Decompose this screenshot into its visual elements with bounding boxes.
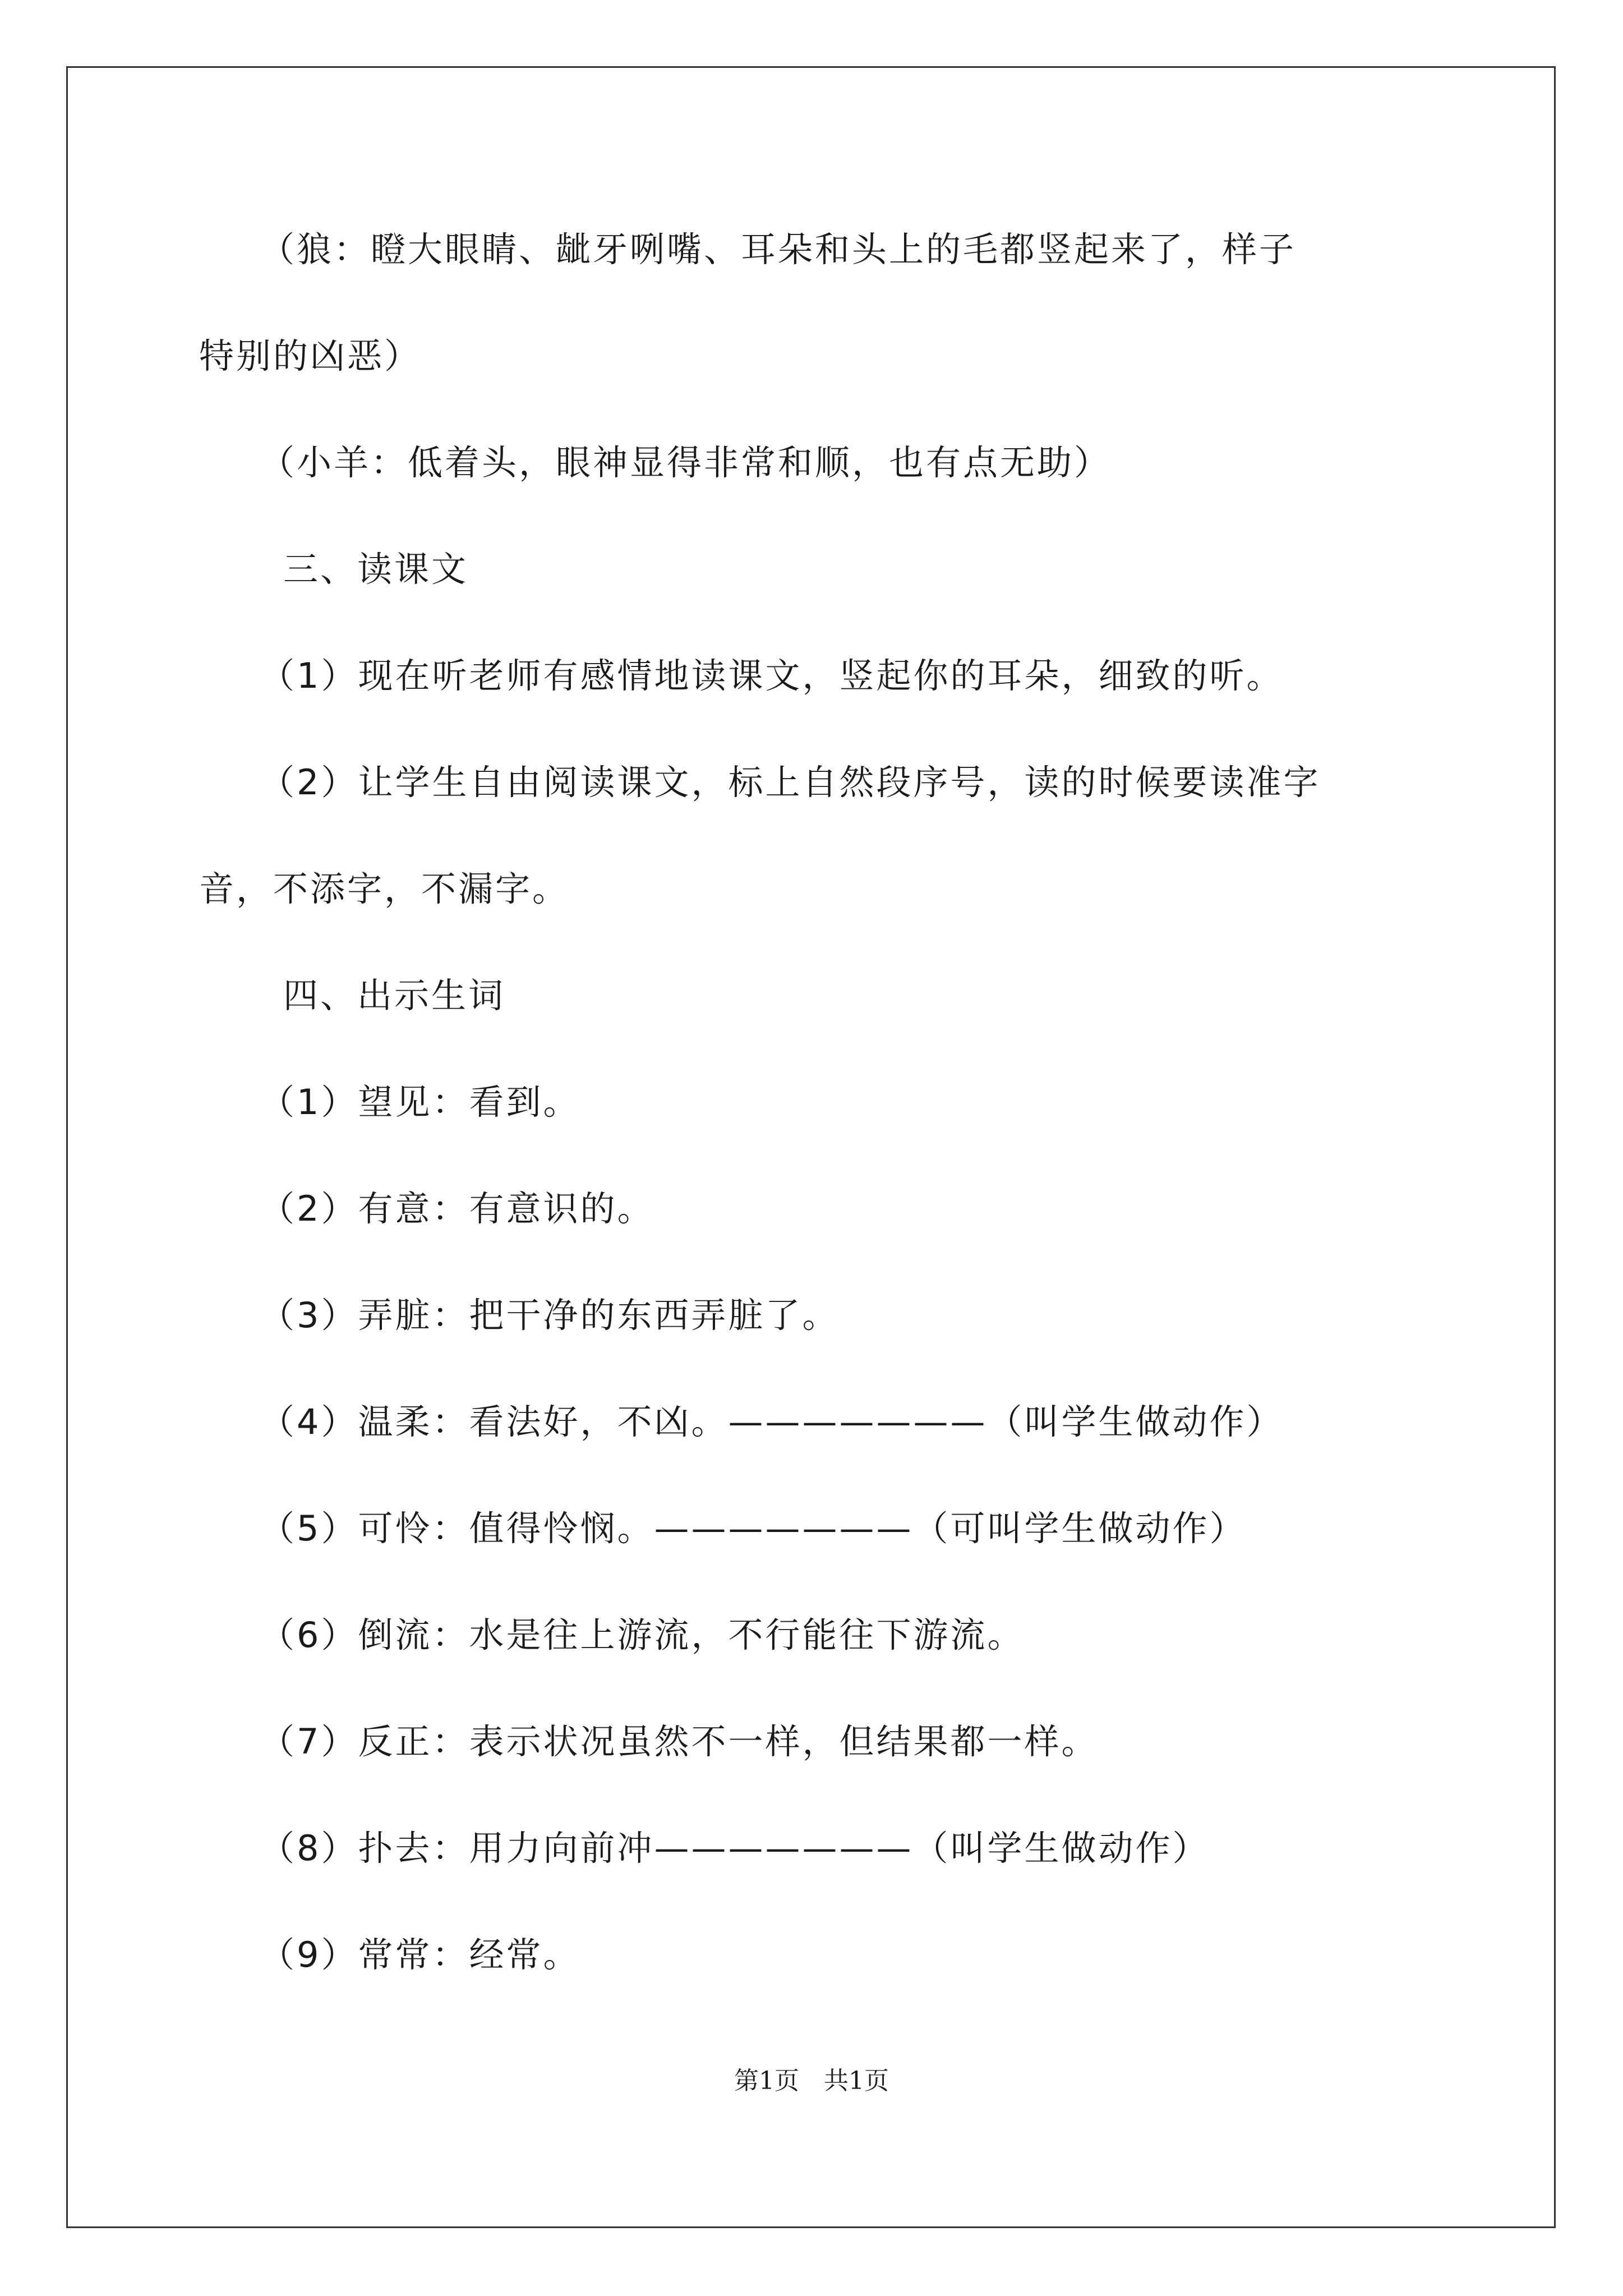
vocab-item-3: （3）弄脏：把干净的东西弄脏了。 xyxy=(260,1295,840,1336)
page-number-footer: 第1页 共1页 xyxy=(734,2067,889,2095)
list-item-read-1: （1）现在听老师有感情地读课文，竖起你的耳朵，细致的听。 xyxy=(260,655,1284,696)
vocab-item-4: （4）温柔：看法好，不凶。———————（叫学生做动作） xyxy=(260,1401,1284,1442)
vocab-item-7: （7）反正：表示状况虽然不一样，但结果都一样。 xyxy=(260,1721,1099,1762)
paragraph-wolf-description-cont: 特别的凶恶） xyxy=(199,335,422,376)
vocab-item-1: （1）望见：看到。 xyxy=(260,1082,580,1122)
paragraph-wolf-description: （狼：瞪大眼睛、龇牙咧嘴、耳朵和头上的毛都竖起来了，样子 xyxy=(260,229,1297,270)
paragraph-lamb-description: （小羊：低着头，眼神显得非常和顺，也有点无助） xyxy=(260,442,1112,483)
page-border xyxy=(66,66,1556,2228)
list-item-read-2: （2）让学生自由阅读课文，标上自然段序号，读的时候要读准字 xyxy=(260,762,1321,803)
section-heading-read-text: 三、读课文 xyxy=(283,549,469,590)
vocab-item-9: （9）常常：经常。 xyxy=(260,1934,580,1975)
vocab-item-2: （2）有意：有意识的。 xyxy=(260,1188,654,1229)
section-heading-vocabulary: 四、出示生词 xyxy=(283,975,506,1016)
vocab-item-8: （8）扑去：用力向前冲———————（叫学生做动作） xyxy=(260,1828,1210,1869)
vocab-item-6: （6）倒流：水是往上游流，不行能往下游流。 xyxy=(260,1614,1025,1655)
list-item-read-2-cont: 音，不添字，不漏字。 xyxy=(199,868,570,909)
vocab-item-5: （5）可怜：值得怜悯。———————（可叫学生做动作） xyxy=(260,1508,1247,1549)
